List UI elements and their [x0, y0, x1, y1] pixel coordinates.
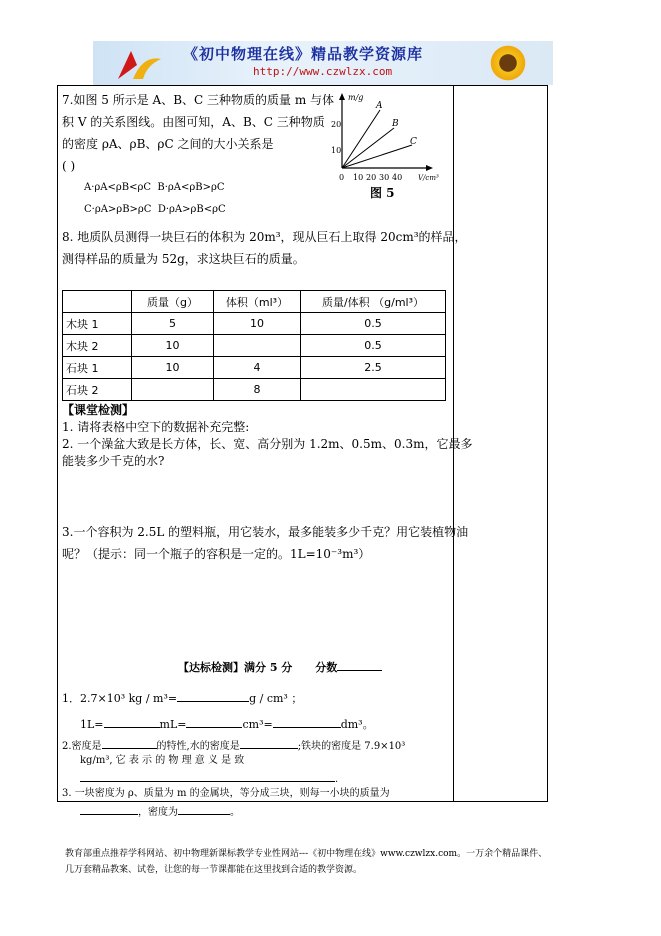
cell: 4	[214, 357, 301, 379]
answer-blank[interactable]	[104, 714, 160, 728]
cell: 石块 1	[63, 357, 132, 379]
logo-icon	[113, 45, 163, 81]
svg-text:m/g: m/g	[348, 93, 364, 102]
cell	[301, 379, 446, 401]
text: cm³=	[242, 718, 273, 731]
svg-text:20: 20	[366, 173, 377, 182]
answer-blank[interactable]	[178, 801, 230, 815]
svg-text:V/cm³: V/cm³	[418, 174, 439, 182]
cell: 0.5	[301, 335, 446, 357]
svg-text:C: C	[410, 137, 417, 147]
cell: 10	[214, 313, 301, 335]
text: 1．2.7×10³ kg / m³=	[62, 692, 178, 705]
svg-text:0: 0	[339, 173, 345, 182]
question-7	[62, 89, 334, 221]
section-title: 【课堂检测】	[62, 403, 135, 417]
cell: 5	[132, 313, 214, 335]
answer-blank[interactable]	[102, 735, 157, 749]
header-cell: 体积（ml³）	[214, 291, 301, 313]
q7-line: 7.如图 5 所示是 A、B、C 三种物质的质量 m 与体	[62, 93, 335, 107]
section-title: 【达标检测】满分 5 分	[178, 661, 293, 674]
svg-text:20: 20	[331, 120, 342, 129]
line-c	[342, 145, 412, 168]
data-table	[62, 290, 446, 401]
item: 能装多少千克的水?	[62, 454, 165, 468]
sunflower-image	[488, 43, 528, 83]
classroom-q3	[62, 521, 468, 565]
banner-title: 《初中物理在线》精品教学资源库	[183, 45, 424, 63]
svg-text:B: B	[392, 119, 399, 129]
score-blank[interactable]	[337, 657, 382, 671]
cell	[132, 379, 214, 401]
text: ;铁块的密度是 7.9×10³	[297, 741, 406, 752]
text: mL=	[159, 718, 187, 731]
table-row	[63, 357, 446, 379]
item: 1. 请将表格中空下的数据补充完整:	[62, 420, 250, 434]
cell: 木块 1	[63, 313, 132, 335]
classroom-check	[62, 402, 472, 470]
item: 2. 一个澡盆大致是长方体，长、宽、高分别为 1.2m、0.5m、0.3m，它最多	[62, 437, 473, 451]
svg-text:30: 30	[379, 173, 390, 182]
line-a	[342, 110, 380, 168]
table-header-row	[63, 291, 446, 313]
cell: 10	[132, 335, 214, 357]
cell	[214, 335, 301, 357]
svg-text:10: 10	[353, 173, 364, 182]
text: kg/m³, 它 表 示 的 物 理 意 义 是 致	[80, 755, 245, 766]
test-title-line	[178, 657, 382, 679]
item: 3.一个容积为 2.5L 的塑料瓶，用它装水，最多能装多少千克？用它装植物油	[62, 525, 469, 539]
svg-text:A: A	[376, 101, 383, 111]
cell: 0.5	[301, 313, 446, 335]
q7-line: 的密度 ρA、ρB、ρC 之间的大小关系是	[62, 137, 274, 151]
q7-line: ( )	[62, 159, 76, 173]
svg-text:图 5: 图 5	[370, 186, 395, 200]
answer-blank[interactable]	[80, 801, 138, 815]
option-a: A·ρA<ρB<ρC	[84, 182, 152, 193]
cell: 2.5	[301, 357, 446, 379]
cell: 木块 2	[63, 335, 132, 357]
option-c: C·ρA>ρB>ρC	[84, 204, 152, 215]
option-d: D·ρA>ρB<ρC	[157, 204, 226, 215]
header-cell	[63, 291, 132, 313]
item: 呢？（提示：同一个瓶子的容积是一定的。1L=10⁻³m³）	[62, 547, 371, 561]
text: 1L=	[80, 718, 104, 731]
option-b: B·ρA<ρB>ρC	[157, 182, 225, 193]
header-cell: 质量（g）	[132, 291, 214, 313]
q7-line: 积 V 的关系图线。由图可知，A、B、C 三种物质	[62, 115, 325, 129]
answer-blank[interactable]	[273, 714, 341, 728]
header-cell: 质量/体积 （g/ml³）	[301, 291, 446, 313]
line-b	[342, 128, 394, 168]
q8-line: 测得样品的质量为 52g，求这块巨石的质量。	[62, 252, 305, 266]
answer-blank[interactable]	[186, 714, 242, 728]
cell: 8	[214, 379, 301, 401]
answer-blank[interactable]	[80, 768, 335, 782]
svg-text:10: 10	[331, 146, 342, 155]
text: g / cm³ ；	[249, 692, 303, 705]
cell: 石块 2	[63, 379, 132, 401]
answer-blank[interactable]	[240, 735, 298, 749]
text: 3. 一块密度为 ρ、质量为 m 的金属块，等分成三块，则每一小块的质量为	[62, 788, 390, 799]
text: dm³。	[340, 718, 374, 731]
header-banner	[93, 41, 553, 85]
text: 2.密度是	[62, 741, 102, 752]
footer-line: 几万套精品教案、试卷，让您的每一节课都能在这里找到合适的教学资源。	[65, 865, 363, 875]
score-label: 分数	[315, 661, 338, 674]
test-q1b	[80, 714, 374, 736]
q8-line: 8. 地质队员测得一块巨石的体积为 20m³，现从巨石上取得 20cm³的样品，	[62, 230, 467, 244]
text: ，密度为	[138, 807, 178, 818]
svg-text:40: 40	[392, 173, 403, 182]
question-8	[62, 226, 467, 270]
text: 的特性,水的密度是	[156, 741, 240, 752]
answer-blank[interactable]	[177, 688, 249, 702]
figure-5-graph	[330, 90, 440, 202]
banner-url: http://www.czwlzx.com	[253, 65, 393, 78]
text: 。	[230, 807, 240, 818]
table-row	[63, 313, 446, 335]
test-q2: 2.密度是 的特性,水的密度是 ;铁块的密度是 7.9×10³ kg/m³, 它 表 示 的 物 理 意 义 是 致 . 3. 一块密度为 ρ、质量为 m 的金属块，等分成三块，则每一小块的质量为 ，密度为 。	[62, 735, 405, 820]
table-row	[63, 335, 446, 357]
test-q1a	[62, 688, 302, 710]
cell: 10	[132, 357, 214, 379]
footer-line: 教育部重点推荐学科网站、初中物理新课标教学专业性网站---《初中物理在线》www.czwlzx.com。一万余个精品课件、	[65, 849, 548, 859]
table-row	[63, 379, 446, 401]
